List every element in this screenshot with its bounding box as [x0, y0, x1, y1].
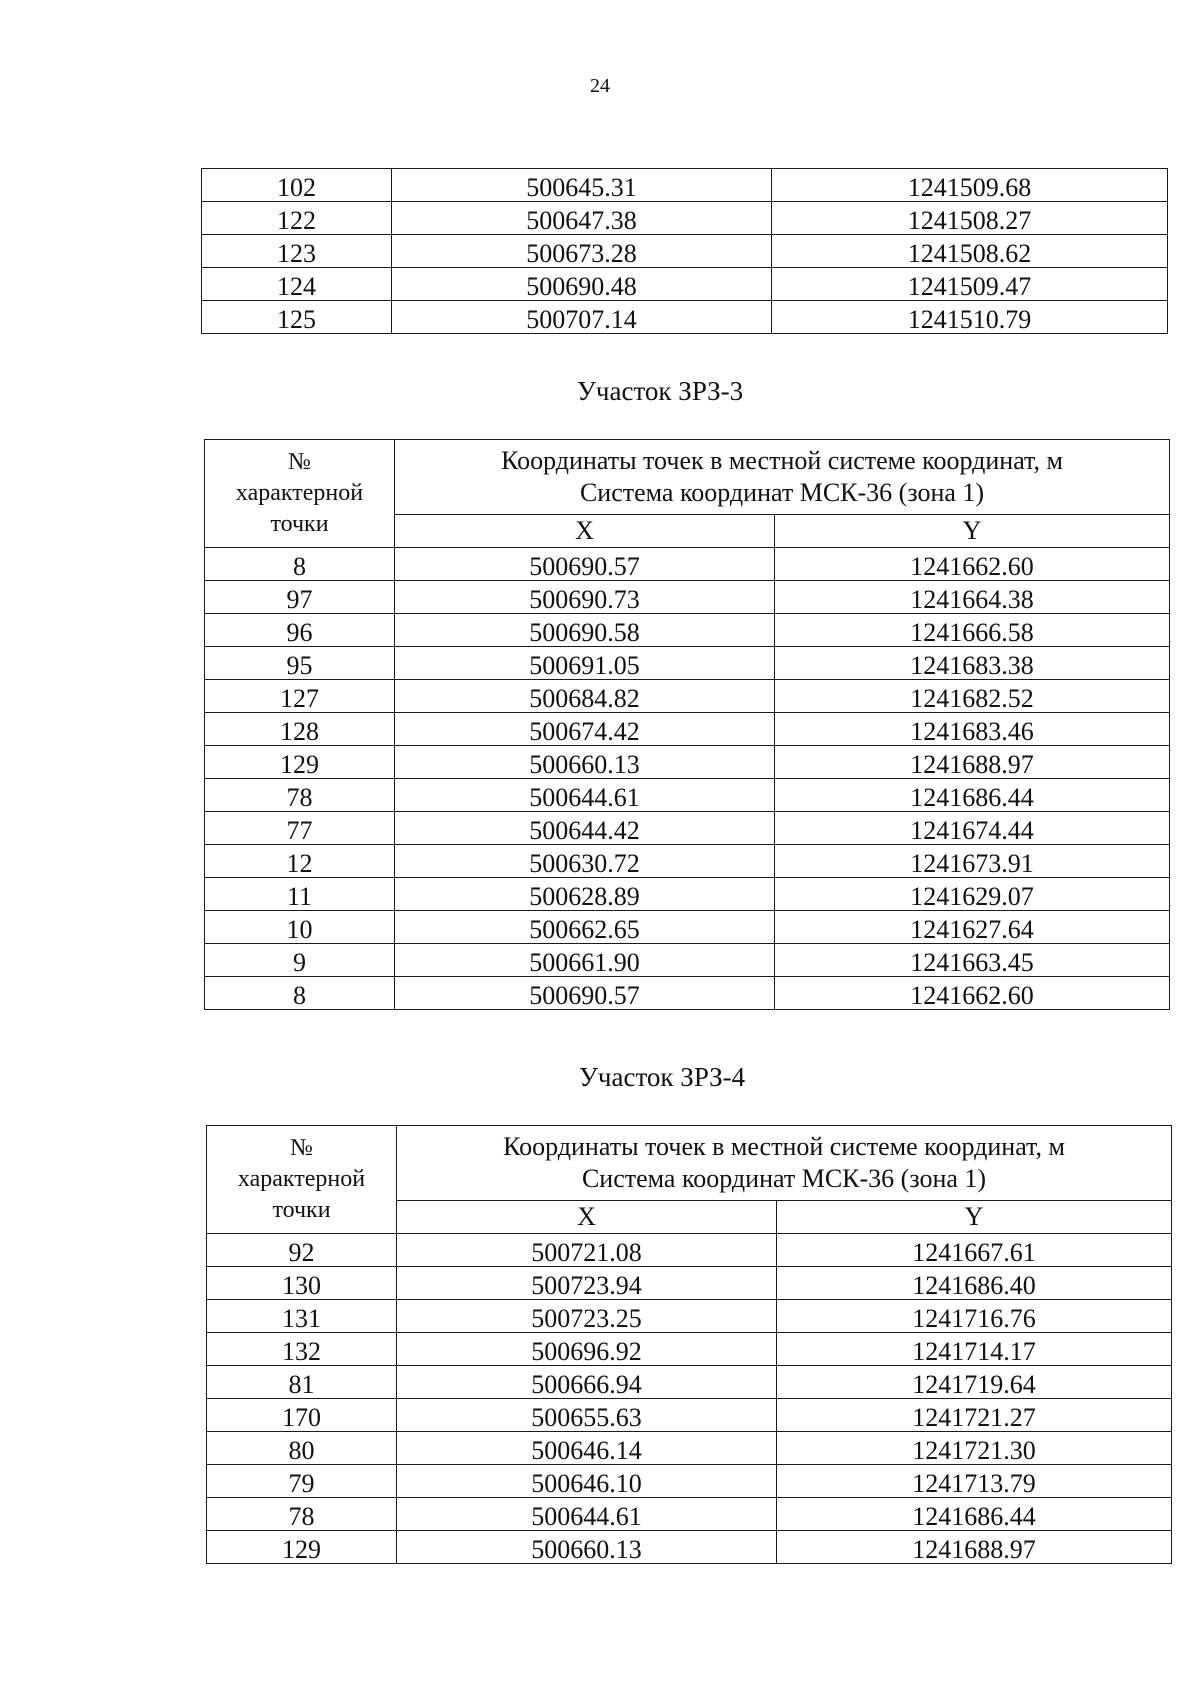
x-coordinate-cell: 500690.57 — [395, 548, 775, 581]
number-sign: № — [290, 1134, 313, 1161]
point-number-header-line1: характерной — [237, 1165, 366, 1192]
coordinates-header — [395, 440, 1170, 515]
table-row — [207, 1465, 1172, 1498]
y-column-header: Y — [775, 515, 1170, 548]
point-number-cell: 128 — [205, 713, 395, 746]
table-row — [202, 169, 1168, 202]
table-row — [205, 977, 1170, 1010]
y-coordinate-cell: 1241674.44 — [775, 812, 1170, 845]
x-coordinate-cell: 500691.05 — [395, 647, 775, 680]
y-coordinate-cell: 1241714.17 — [777, 1333, 1172, 1366]
y-coordinate-cell: 1241508.62 — [772, 235, 1168, 268]
coordinates-header-line1: Координаты точек в местной системе координат, м — [503, 1131, 1065, 1161]
point-number-cell: 130 — [207, 1267, 397, 1300]
y-coordinate-cell: 1241662.60 — [775, 548, 1170, 581]
point-number-cell: 102 — [202, 169, 392, 202]
number-sign: № — [288, 448, 311, 475]
table-row — [202, 301, 1168, 334]
x-coordinate-cell: 500690.58 — [395, 614, 775, 647]
point-number-cell: 122 — [202, 202, 392, 235]
table-row — [207, 1300, 1172, 1333]
x-coordinate-cell: 500644.61 — [397, 1498, 777, 1531]
table-row — [205, 581, 1170, 614]
x-coordinate-cell: 500673.28 — [392, 235, 772, 268]
y-coordinate-cell: 1241688.97 — [777, 1531, 1172, 1564]
continued-coordinates-table — [201, 168, 1168, 334]
point-number-header — [207, 1126, 397, 1234]
point-number-header-line1: характерной — [235, 479, 364, 506]
point-number-cell: 124 — [202, 268, 392, 301]
point-number-cell: 9 — [205, 944, 395, 977]
table-row — [205, 680, 1170, 713]
y-coordinate-cell: 1241721.27 — [777, 1399, 1172, 1432]
coordinates-table-zrz4 — [206, 1125, 1172, 1564]
table-row — [207, 1432, 1172, 1465]
x-coordinate-cell: 500647.38 — [392, 202, 772, 235]
table-row — [205, 911, 1170, 944]
y-coordinate-cell: 1241683.46 — [775, 713, 1170, 746]
point-number-cell: 125 — [202, 301, 392, 334]
table-row — [205, 779, 1170, 812]
x-coordinate-cell: 500721.08 — [397, 1234, 777, 1267]
table-row — [205, 878, 1170, 911]
coordinates-header — [397, 1126, 1172, 1201]
point-number-cell: 12 — [205, 845, 395, 878]
x-coordinate-cell: 500646.14 — [397, 1432, 777, 1465]
x-coordinate-cell: 500723.25 — [397, 1300, 777, 1333]
x-coordinate-cell: 500655.63 — [397, 1399, 777, 1432]
x-coordinate-cell: 500707.14 — [392, 301, 772, 334]
table-row — [205, 746, 1170, 779]
y-coordinate-cell: 1241713.79 — [777, 1465, 1172, 1498]
coordinates-header-line1: Координаты точек в местной системе координат, м — [501, 445, 1063, 475]
y-coordinate-cell: 1241688.97 — [775, 746, 1170, 779]
point-number-cell: 95 — [205, 647, 395, 680]
point-number-cell: 129 — [205, 746, 395, 779]
y-coordinate-cell: 1241686.40 — [777, 1267, 1172, 1300]
table-row — [207, 1234, 1172, 1267]
table-row — [207, 1399, 1172, 1432]
y-coordinate-cell: 1241686.44 — [777, 1498, 1172, 1531]
point-number-cell: 79 — [207, 1465, 397, 1498]
point-number-cell: 96 — [205, 614, 395, 647]
x-coordinate-cell: 500723.94 — [397, 1267, 777, 1300]
x-column-header: X — [395, 515, 775, 548]
y-coordinate-cell: 1241509.68 — [772, 169, 1168, 202]
x-coordinate-cell: 500660.13 — [395, 746, 775, 779]
table-row — [207, 1531, 1172, 1564]
point-number-cell: 170 — [207, 1399, 397, 1432]
point-number-cell: 10 — [205, 911, 395, 944]
coordinates-header-line2: Система координат МСК-36 (зона 1) — [579, 478, 985, 507]
y-coordinate-cell: 1241508.27 — [772, 202, 1168, 235]
point-number-header-line2: точки — [272, 1197, 331, 1224]
table-row — [205, 614, 1170, 647]
point-number-cell: 129 — [207, 1531, 397, 1564]
point-number-cell: 77 — [205, 812, 395, 845]
table-row — [205, 845, 1170, 878]
point-number-cell: 8 — [205, 977, 395, 1010]
point-number-cell: 11 — [205, 878, 395, 911]
x-coordinate-cell: 500690.73 — [395, 581, 775, 614]
table-row — [205, 548, 1170, 581]
y-coordinate-cell: 1241662.60 — [775, 977, 1170, 1010]
point-number-header-line2: точки — [270, 511, 329, 538]
point-number-cell: 127 — [205, 680, 395, 713]
x-coordinate-cell: 500690.57 — [395, 977, 775, 1010]
x-coordinate-cell: 500660.13 — [397, 1531, 777, 1564]
y-coordinate-cell: 1241666.58 — [775, 614, 1170, 647]
x-coordinate-cell: 500674.42 — [395, 713, 775, 746]
y-coordinate-cell: 1241683.38 — [775, 647, 1170, 680]
point-number-cell: 131 — [207, 1300, 397, 1333]
table-row — [202, 235, 1168, 268]
y-coordinate-cell: 1241627.64 — [775, 911, 1170, 944]
x-coordinate-cell: 500666.94 — [397, 1366, 777, 1399]
x-coordinate-cell: 500645.31 — [392, 169, 772, 202]
y-column-header: Y — [777, 1201, 1172, 1234]
table-row — [205, 647, 1170, 680]
x-coordinate-cell: 500661.90 — [395, 944, 775, 977]
x-coordinate-cell: 500644.61 — [395, 779, 775, 812]
point-number-cell: 78 — [205, 779, 395, 812]
point-number-cell: 132 — [207, 1333, 397, 1366]
x-coordinate-cell: 500662.65 — [395, 911, 775, 944]
y-coordinate-cell: 1241509.47 — [772, 268, 1168, 301]
table-row — [205, 713, 1170, 746]
point-number-cell: 97 — [205, 581, 395, 614]
x-coordinate-cell: 500696.92 — [397, 1333, 777, 1366]
point-number-header — [205, 440, 395, 548]
y-coordinate-cell: 1241663.45 — [775, 944, 1170, 977]
point-number-cell: 8 — [205, 548, 395, 581]
x-coordinate-cell: 500684.82 — [395, 680, 775, 713]
y-coordinate-cell: 1241682.52 — [775, 680, 1170, 713]
table-row — [207, 1333, 1172, 1366]
y-coordinate-cell: 1241716.76 — [777, 1300, 1172, 1333]
table-row — [202, 202, 1168, 235]
table-row — [202, 268, 1168, 301]
section-title-zrz4: Участок ЗРЗ-4 — [578, 1062, 746, 1092]
y-coordinate-cell: 1241667.61 — [777, 1234, 1172, 1267]
x-coordinate-cell: 500644.42 — [395, 812, 775, 845]
table-row — [207, 1267, 1172, 1300]
y-coordinate-cell: 1241629.07 — [775, 878, 1170, 911]
x-coordinate-cell: 500690.48 — [392, 268, 772, 301]
table-row — [207, 1498, 1172, 1531]
y-coordinate-cell: 1241510.79 — [772, 301, 1168, 334]
table-row — [207, 1366, 1172, 1399]
y-coordinate-cell: 1241721.30 — [777, 1432, 1172, 1465]
table-row — [205, 812, 1170, 845]
point-number-cell: 78 — [207, 1498, 397, 1531]
x-coordinate-cell: 500630.72 — [395, 845, 775, 878]
y-coordinate-cell: 1241686.44 — [775, 779, 1170, 812]
table-row — [205, 944, 1170, 977]
point-number-cell: 123 — [202, 235, 392, 268]
point-number-cell: 80 — [207, 1432, 397, 1465]
point-number-cell: 81 — [207, 1366, 397, 1399]
page-number: 24 — [590, 75, 610, 97]
point-number-cell: 92 — [207, 1234, 397, 1267]
coordinates-table-zrz3 — [204, 439, 1170, 1010]
x-coordinate-cell: 500646.10 — [397, 1465, 777, 1498]
coordinates-header-line2: Система координат МСК-36 (зона 1) — [581, 1164, 987, 1193]
y-coordinate-cell: 1241673.91 — [775, 845, 1170, 878]
y-coordinate-cell: 1241719.64 — [777, 1366, 1172, 1399]
section-title-zrz3: Участок ЗРЗ-3 — [576, 376, 744, 406]
x-coordinate-cell: 500628.89 — [395, 878, 775, 911]
x-column-header: X — [397, 1201, 777, 1234]
y-coordinate-cell: 1241664.38 — [775, 581, 1170, 614]
